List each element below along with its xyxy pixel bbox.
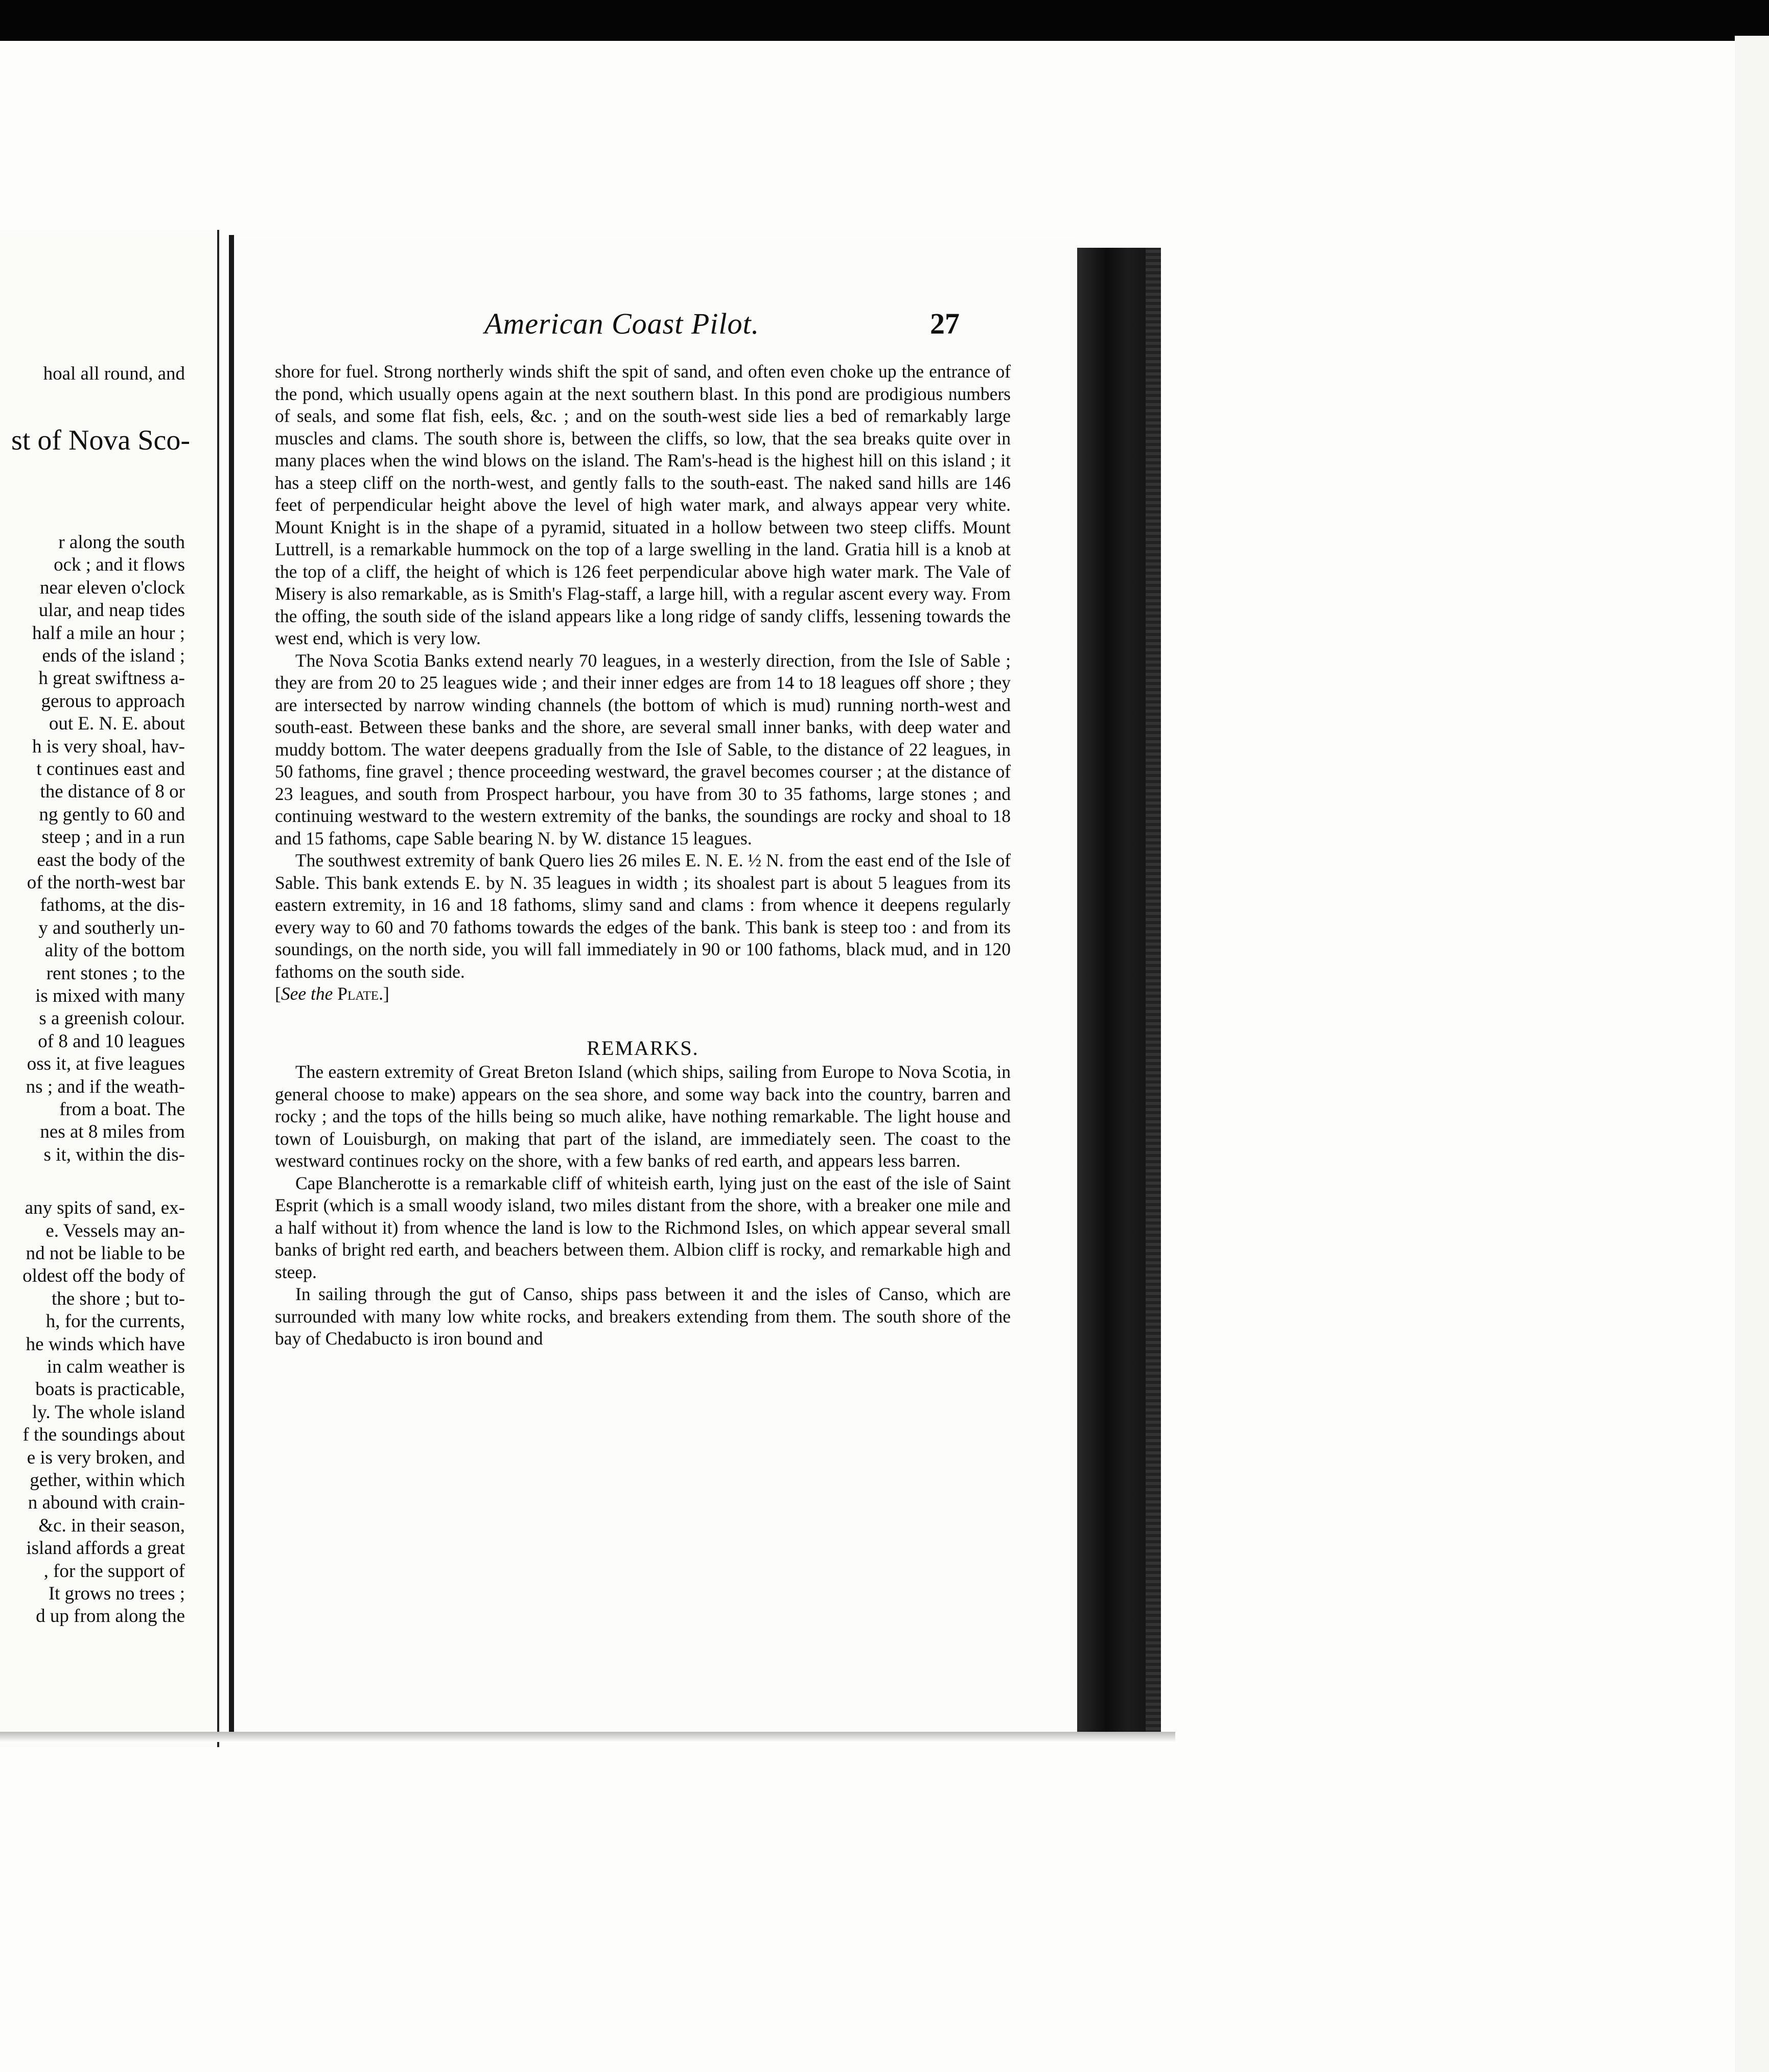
left-line-fragment: oldest off the body of — [22, 1265, 185, 1287]
left-line-fragment: out E. N. E. about — [49, 713, 185, 735]
sheet-edge — [1735, 36, 1769, 2072]
left-line-fragment: is mixed with many — [35, 985, 185, 1006]
left-line-fragment: near eleven o'clock — [39, 577, 185, 598]
left-line-fragment: half a mile an hour ; — [32, 622, 185, 644]
left-line-fragment: n abound with crain- — [28, 1492, 185, 1514]
left-line-fragment: It grows no trees ; — [48, 1583, 185, 1604]
left-line-fragment: d up from along the — [36, 1606, 185, 1627]
left-line-fragment: ends of the island ; — [42, 645, 185, 666]
left-line-fragment: ns ; and if the weath- — [26, 1076, 185, 1097]
left-line-fragment: e. Vessels may an- — [45, 1220, 185, 1241]
left-line-fragment: h, for the currents, — [45, 1311, 185, 1332]
page-stack-edge — [1077, 248, 1161, 1739]
page-header — [234, 307, 1000, 347]
page-bottom-shadow — [0, 1732, 1175, 1742]
left-line-fragment: f the soundings about — [22, 1424, 185, 1446]
page-body — [275, 361, 1011, 1350]
left-line-fragment: gether, within which — [30, 1470, 185, 1491]
left-line-fragment: the shore ; but to- — [51, 1288, 185, 1309]
left-line-fragment: of 8 and 10 leagues — [38, 1030, 185, 1052]
page-number: 27 — [930, 307, 960, 340]
book-gutter — [229, 235, 234, 1737]
paragraph-gut-of-canso: In sailing through the gut of Canso, ships pass between it and the isles of Canso, which are surrounded with many low white rocks, and breakers extending from them. The south shore of the bay of Chedabucto is iron bound and — [275, 1284, 1011, 1349]
left-line-fragment: ular, and neap tides — [38, 600, 185, 621]
left-line-fragment: nes at 8 miles from — [40, 1121, 185, 1143]
left-line-fragment: , for the support of — [43, 1560, 185, 1582]
left-line-fragment: hoal all round, and — [43, 363, 185, 384]
left-page-fragment — [0, 230, 219, 1747]
left-line-fragment: h is very shoal, hav- — [32, 736, 185, 757]
left-line-fragment: of the north-west bar — [27, 872, 185, 893]
left-line-fragment: e is very broken, and — [27, 1447, 185, 1468]
left-line-fragment: he winds which have — [26, 1333, 185, 1355]
left-line-fragment: r along the south — [58, 532, 185, 553]
running-title: American Coast Pilot. — [484, 307, 760, 340]
left-line-fragment: rent stones ; to the — [46, 962, 185, 984]
left-line-fragment: island affords a great — [26, 1538, 185, 1559]
left-line-fragment: fathoms, at the dis- — [40, 894, 185, 916]
remarks-heading: REMARKS. — [587, 1036, 699, 1059]
left-heading-fragment: st of Nova Sco- — [11, 425, 190, 456]
left-line-fragment: boats is practicable, — [35, 1379, 185, 1400]
paragraph-great-breton: The eastern extremity of Great Breton Island (which ships, sailing from Europe to Nova Scotia, in general choose to make) appears on the sea shore, and some way back into the country, barren and rocky ; and the tops of the hills being so much alike, have nothing remarkable. The light house and town of Louisburgh, on making that part of the island, are immediately seen. The coast to the westward continues rocky on the shore, with a few banks of red earth, and appears less barren. — [275, 1062, 1011, 1171]
left-line-fragment: any spits of sand, ex- — [25, 1197, 185, 1219]
left-line-fragment: ly. The whole island — [32, 1401, 185, 1423]
paragraph-bank-quero — [275, 850, 1011, 1005]
bank-quero-text: The southwest extremity of bank Quero lies 26 miles E. N. E. ½ N. from the east end of the Isle of Sable. This bank extends E. by N. 35 leagues in width ; its shoalest part is about 5 leagues from its eastern extremity, in 16 and 18 fathoms, slimy sand and clams : from whence it deepens regularly every way to 60 and 70 fathoms towards the edges of the bank. This bank is steep too : and from its soundings, on the north side, you will fall immediately in 90 or 100 fathoms, black mud, and in 120 fathoms on the south side. — [275, 850, 1011, 982]
paragraph-nova-scotia-banks: The Nova Scotia Banks extend nearly 70 leagues, in a westerly direction, from the Isle of Sable ; they are from 20 to 25 leagues wide ; and their inner edges are from 14 to 18 leagues off shore ; they are intersected by narrow winding channels (the bottom of which is mud) running north-west and south-east. Between these banks and the shore, are several small inner banks, with deep water and muddy bottom. The water deepens gradually from the Isle of Sable, to the distance of 22 leagues, in 50 fathoms, fine gravel ; thence proceeding westward, the gravel becomes courser ; at the distance of 23 leagues, and south from Prospect harbour, you have from 30 to 35 fathoms, large stones ; and continuing westward to the western extremity of the banks, the soundings are rocky and shoal to 18 and 15 fathoms, cape Sable bearing N. by W. distance 15 leagues. — [275, 650, 1011, 849]
right-page — [234, 240, 1077, 1732]
left-line-fragment: ng gently to 60 and — [39, 804, 185, 825]
left-line-fragment: from a boat. The — [59, 1099, 185, 1120]
left-line-fragment: gerous to approach — [41, 690, 185, 712]
left-line-fragment: the distance of 8 or — [40, 781, 185, 803]
left-line-fragment: s a greenish colour. — [39, 1008, 185, 1029]
left-line-fragment: nd not be liable to be — [26, 1243, 185, 1264]
paragraph-cape-blancherotte: Cape Blancherotte is a remarkable cliff of whiteish earth, lying just on the east of the isle of Saint Esprit (which is a small woody island, two miles distant from the shore, with a breaker one mile and a half without it) from whence the land is low to the Richmond Isles, on which appear several small banks of bright red earth, and beachers between them. Albion cliff is rocky, and remarkable high and steep. — [275, 1172, 1011, 1282]
left-line-fragment: ality of the bottom — [44, 940, 185, 961]
left-line-fragment: t continues east and — [36, 759, 185, 780]
left-line-fragment: in calm weather is — [46, 1356, 185, 1377]
left-line-fragment: oss it, at five leagues — [27, 1053, 185, 1075]
left-line-fragment: &c. in their season, — [38, 1515, 185, 1536]
paragraph-sable-island: shore for fuel. Strong northerly winds shift the spit of sand, and often even choke up the entrance of the pond, which usually opens again at the next southern blast. In this pond are prodigious numbers of seals, and some flat fish, eels, &c. ; and on the south-west side lies a bed of remarkably large muscles and clams. The south shore is, between the cliffs, so low, that the sea breaks quite over in many places when the wind blows on the island. The Ram's-head is the highest hill on this island ; it has a steep cliff on the north-west, and gently falls to the south-east. The naked sand hills are 146 feet of perpendicular height above the level of high water mark, and always appear very white. Mount Knight is in the shape of a pyramid, situated in a hollow between two steep cliffs. Mount Luttrell, is a remarkable hummock on the top of a large swelling in the land. Gratia hill is a knob at the top of a cliff, the height of which is 126 feet perpendicular above high water mark. The Vale of Misery is also remarkable, as is Smith's Flag-staff, a large hill, with a regular ascent every way. From the offing, the south side of the island appears like a long ridge of sandy cliffs, lessening towards the west end, which is very low. — [275, 361, 1011, 648]
left-line-fragment: s it, within the dis- — [43, 1144, 185, 1165]
plate-reference: [See the Plate.] — [275, 983, 389, 1004]
left-line-fragment: h great swiftness a- — [38, 668, 185, 689]
left-line-fragment: steep ; and in a run — [41, 827, 185, 848]
left-line-fragment: east the body of the — [37, 849, 185, 870]
left-line-fragment: ock ; and it flows — [54, 554, 185, 576]
left-line-fragment: y and southerly un- — [38, 917, 185, 938]
